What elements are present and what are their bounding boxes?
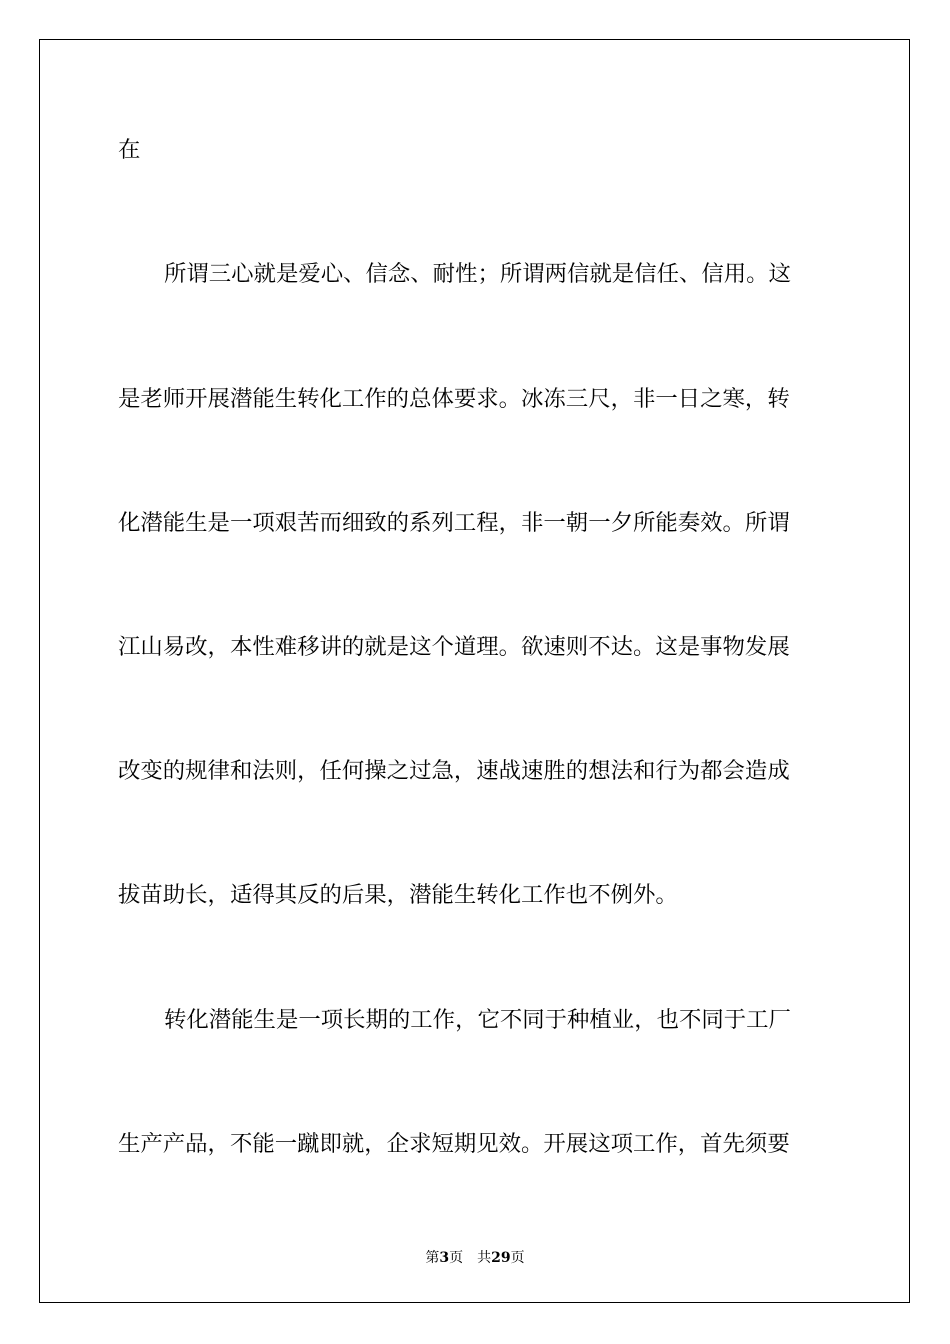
text-line: 改变的规律和法则，任何操之过急，速战速胜的想法和行为都会造成 bbox=[118, 759, 790, 783]
text-line: 江山易改，本性难移讲的就是这个道理。欲速则不达。这是事物发展 bbox=[118, 635, 790, 659]
total-prefix: 共 bbox=[477, 1250, 492, 1266]
page-border bbox=[39, 39, 910, 1303]
total-page-count: 29 bbox=[491, 1250, 511, 1266]
total-suffix: 页 bbox=[510, 1250, 525, 1266]
page-footer bbox=[0, 1249, 950, 1267]
text-line: 是老师开展潜能生转化工作的总体要求。冰冻三尺，非一日之寒，转 bbox=[118, 387, 790, 411]
page-suffix: 页 bbox=[449, 1250, 464, 1266]
paragraph-first-line: 所谓三心就是爱心、信念、耐性；所谓两信就是信任、信用。这 bbox=[164, 262, 791, 286]
current-page-number: 3 bbox=[439, 1250, 450, 1266]
text-line: 化潜能生是一项艰苦而细致的系列工程，非一朝一夕所能奏效。所谓 bbox=[118, 511, 790, 535]
page-prefix: 第 bbox=[425, 1250, 440, 1266]
text-line: 生产产品，不能一蹴即就，企求短期见效。开展这项工作，首先须要 bbox=[118, 1132, 790, 1156]
text-line: 在 bbox=[118, 138, 141, 162]
text-line: 拔苗助长，适得其反的后果，潜能生转化工作也不例外。 bbox=[118, 883, 678, 907]
paragraph-first-line: 转化潜能生是一项长期的工作，它不同于种植业，也不同于工厂 bbox=[164, 1008, 791, 1032]
